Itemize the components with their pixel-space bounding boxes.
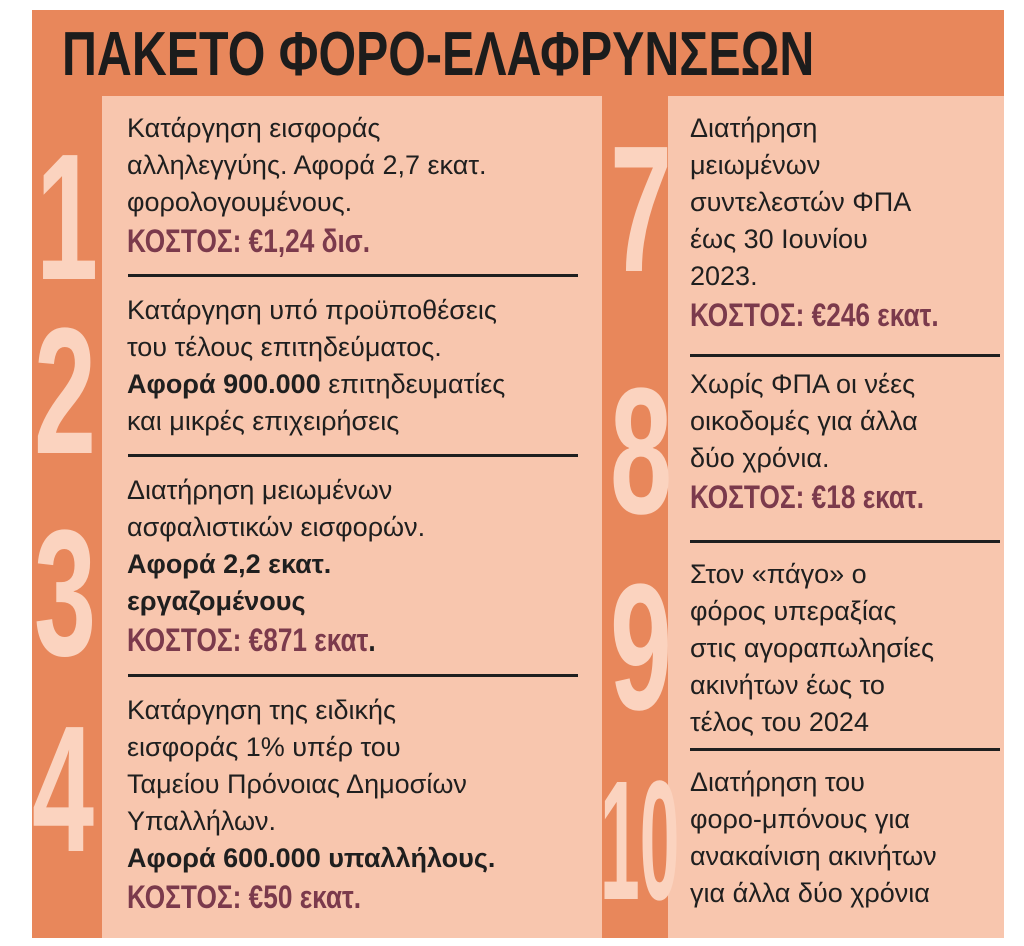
measure-1-line: φορολογουμένους. xyxy=(127,187,353,217)
divider xyxy=(690,748,1000,751)
measure-3-cost-text: ΚΟΣΤΟΣ: €871 εκατ xyxy=(127,622,369,658)
measure-2-rest: επιτηδευματίες xyxy=(320,369,506,399)
measure-2-line xyxy=(127,366,505,403)
measure-3-bold-line: Αφορά 2,2 εκατ. xyxy=(127,549,332,579)
measure-10 xyxy=(690,764,937,912)
measure-10-line: φορο-μπόνους για xyxy=(690,804,910,834)
item-number-4: 4 xyxy=(32,689,95,890)
measure-4-line: εισφοράς 1% υπέρ του xyxy=(127,732,401,762)
measure-3-cost xyxy=(127,620,376,660)
measure-3-line: ασφαλιστικών εισφορών. xyxy=(127,512,426,542)
measure-10-line: για άλλα δύο χρόνια xyxy=(690,878,930,908)
measure-10-line: ανακαίνιση ακινήτων xyxy=(690,841,937,871)
measure-8-line: οικοδομές για άλλα xyxy=(690,406,918,436)
measure-9-line: τέλος του 2024 xyxy=(690,707,869,737)
measure-7 xyxy=(690,110,993,335)
measure-8 xyxy=(690,366,975,517)
measure-2-line: Κατάργηση υπό προϋποθέσεις xyxy=(127,295,497,325)
measure-7-line: 2023. xyxy=(690,261,758,291)
item-number-9: 9 xyxy=(610,547,673,748)
measure-7-line: συντελεστών ΦΠΑ xyxy=(690,187,912,217)
measure-2-line: και μικρές επιχειρήσεις xyxy=(127,406,400,436)
measure-4-cost: ΚΟΣΤΟΣ: €50 εκατ. xyxy=(127,879,362,915)
measure-1-cost: ΚΟΣΤΟΣ: €1,24 δισ. xyxy=(127,223,371,259)
measure-7-line: μειωμένων xyxy=(690,150,821,180)
item-number-2: 2 xyxy=(34,291,97,492)
measure-9-line: ακινήτων έως το xyxy=(690,670,885,700)
measure-4-bold-line: Αφορά 600.000 υπαλλήλους. xyxy=(127,843,496,873)
measure-4-line: Ταμείου Πρόνοιας Δημοσίων xyxy=(127,769,467,799)
page-title: ΠΑΚΕΤΟ ΦΟΡΟ-ΕΛΑΦΡΥΝΣΕΩΝ xyxy=(62,20,815,89)
measure-4 xyxy=(127,692,495,917)
measure-3-line: Διατήρηση μειωμένων xyxy=(127,475,393,505)
measure-2-line: του τέλους επιτηδεύματος. xyxy=(127,332,442,362)
divider xyxy=(690,354,1000,357)
divider xyxy=(690,540,1000,543)
measure-4-line: Κατάργηση της ειδικής xyxy=(127,695,397,725)
item-number-3: 3 xyxy=(34,493,97,694)
measure-9-line: Στον «πάγο» ο xyxy=(690,559,867,589)
item-number-10: 10 xyxy=(600,746,680,936)
measure-1 xyxy=(127,110,487,261)
measure-8-cost: ΚΟΣΤΟΣ: €18 εκατ. xyxy=(690,479,925,515)
measure-3 xyxy=(127,472,430,660)
item-number-7: 7 xyxy=(610,109,673,310)
measure-3-cost-suffix: . xyxy=(368,622,376,658)
measure-2 xyxy=(127,292,505,440)
infographic-frame xyxy=(32,10,1004,938)
measure-2-bold: Αφορά 900.000 xyxy=(127,369,321,399)
measure-9-line: στις αγοραπωλησίες xyxy=(690,633,934,663)
item-number-1: 1 xyxy=(36,117,99,318)
measure-8-line: δύο χρόνια. xyxy=(690,443,830,473)
divider xyxy=(128,454,578,457)
measure-3-bold-line: εργαζομένους xyxy=(127,586,306,616)
divider xyxy=(128,274,578,277)
measure-9-line: φόρος υπεραξίας xyxy=(690,596,897,626)
divider xyxy=(128,674,578,677)
measure-7-line: έως 30 Ιουνίου xyxy=(690,224,868,254)
measure-4-line: Υπαλλήλων. xyxy=(127,806,277,836)
measure-7-line: Διατήρηση xyxy=(690,113,818,143)
measure-9 xyxy=(690,556,934,741)
item-number-8: 8 xyxy=(610,351,673,552)
measure-1-line: αλληλεγγύης. Αφορά 2,7 εκατ. xyxy=(127,150,487,180)
measure-10-line: Διατήρηση του xyxy=(690,767,865,797)
measure-7-cost: ΚΟΣΤΟΣ: €246 εκατ. xyxy=(690,297,939,333)
measure-1-line: Κατάργηση εισφοράς xyxy=(127,113,381,143)
measure-8-line: Χωρίς ΦΠΑ οι νέες xyxy=(690,369,916,399)
